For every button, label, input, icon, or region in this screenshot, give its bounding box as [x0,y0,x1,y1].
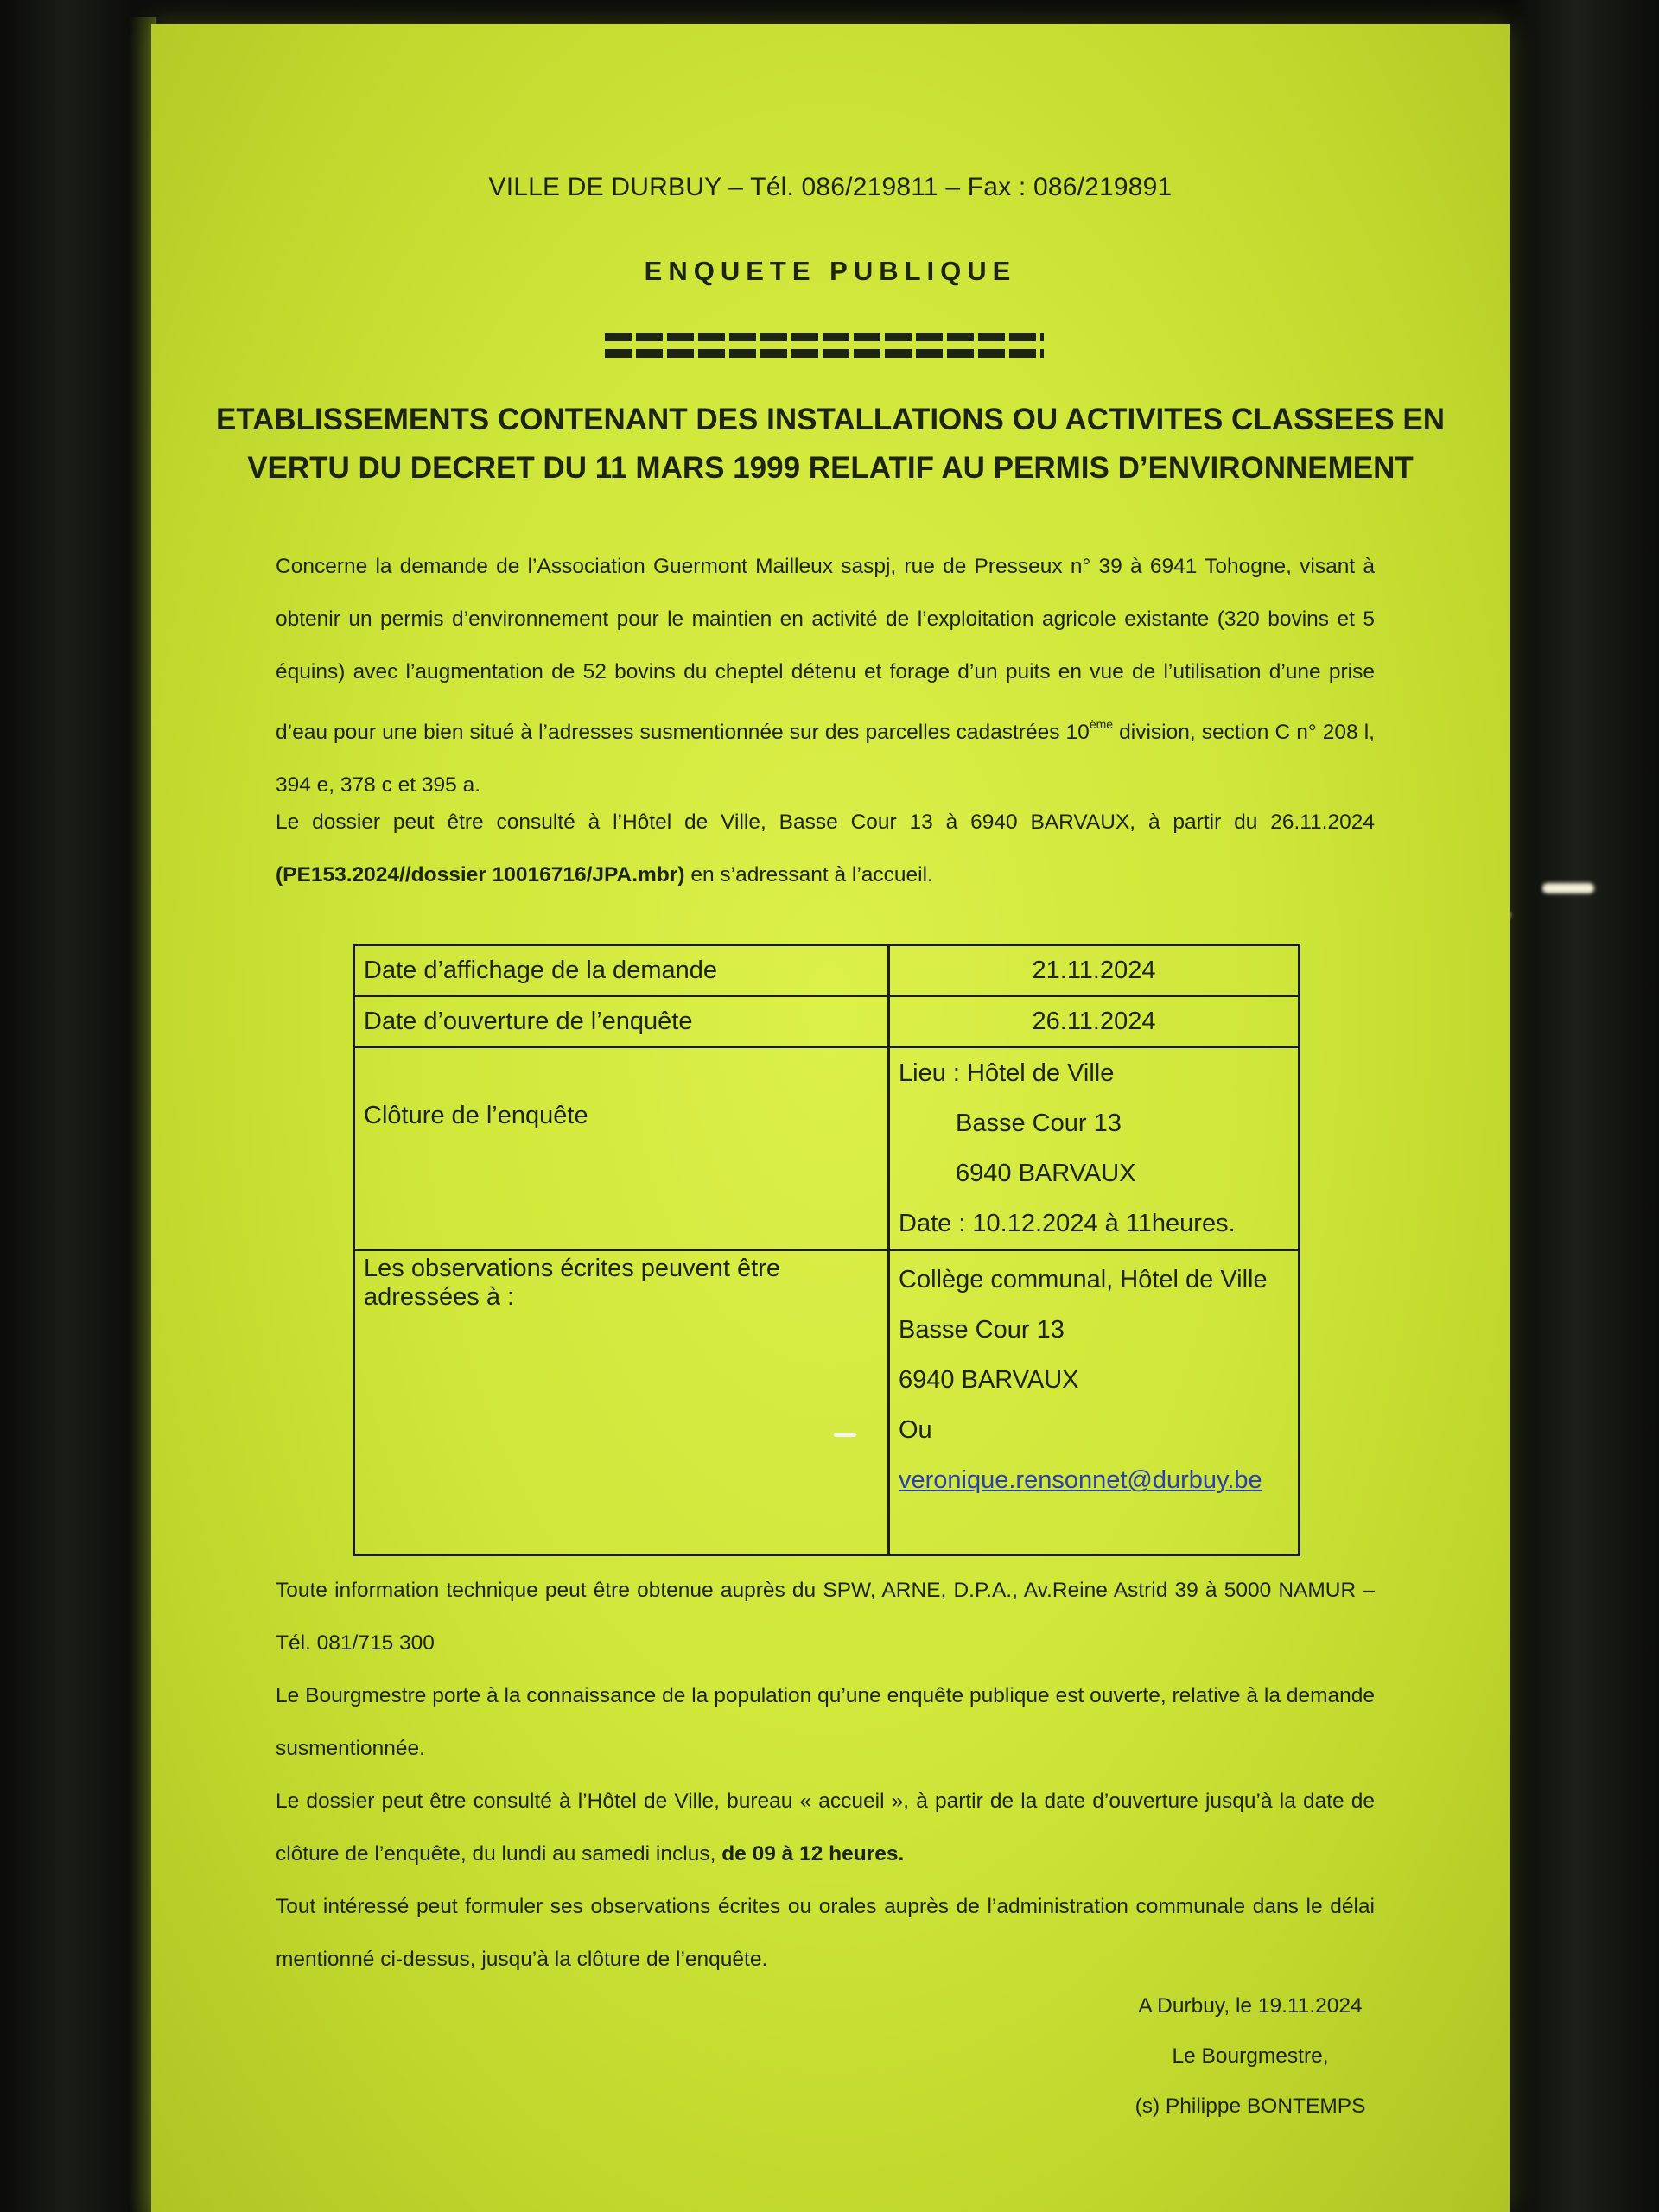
table-label-cell: Date d’affichage de la demande [354,945,889,996]
table-label-cell: Date d’ouverture de l’enquête [354,996,889,1047]
closure-address-street: Basse Cour 13 [956,1109,1122,1137]
observations-label-cell [354,1250,889,1555]
double-line-separator [605,329,1044,364]
closure-label-cell [354,1047,889,1250]
table-value-cell: 26.11.2024 [889,996,1300,1047]
signature-role: Le Bourgmestre, [1172,2044,1329,2068]
observations-city: 6940 BARVAUX [899,1366,1079,1394]
notice-type-heading: ENQUETE PUBLIQUE [644,256,1017,286]
dossier-consultation-paragraph [276,796,1375,901]
closure-details-cell [889,1047,1300,1250]
signature-block [1077,1981,1423,2132]
contact-email-link[interactable]: veronique.rensonnet@durbuy.be [899,1466,1262,1494]
table-value-cell: 21.11.2024 [889,945,1300,996]
observations-street: Basse Cour 13 [899,1316,1065,1344]
request-description-paragraph [276,540,1375,811]
table-row-observations [354,1250,1300,1555]
closure-label: Clôture de l’enquête [364,1102,588,1129]
request-description-text: Concerne la demande de l’Association Guermont Mailleux saspj, rue de Presseux n° 39 à 6941 Tohogne, visant à obtenir un permis d’environnement pour le maintien en activité de l’exploitation agricole existante (320 bovins et 5 équins) avec l’augmentation de 52 bovins du cheptel détenu et forage d’un puits en vue de l’utilisation d’une prise d’eau pour une bien situé à l’adresses susmentionnée sur des parcelles cadastrées 10 [276,555,1375,744]
light-reflection [1542,883,1594,893]
signature-name: (s) Philippe BONTEMPS [1135,2094,1366,2118]
consultation-hours-paragraph [276,1775,1375,1880]
observations-label: Les observations écrites peuvent être adressées à : [364,1255,780,1311]
technical-info-text: Toute information technique peut être obtenue auprès du SPW, ARNE, D.P.A., Av.Reine Astrid 39 à 5000 NAMUR – Tél. 081/715 300 [276,1579,1375,1655]
dossier-reference: (PE153.2024//dossier 10016716/JPA.mbr) [276,863,685,887]
notice-main-title [203,396,1458,493]
dossier-consultation-text: Le dossier peut être consulté à l’Hôtel de Ville, Basse Cour 13 à 6940 BARVAUX, à partir du 26.11.2024 [276,810,1375,834]
observations-or: Ou [899,1416,932,1444]
observations-address-cell [889,1250,1300,1555]
dossier-consultation-text-end: en s’adressant à l’accueil. [684,863,933,887]
signature-place-date: A Durbuy, le 19.11.2024 [1138,1994,1363,2018]
light-glint [834,1433,856,1437]
observations-instruction-text: Tout intéressé peut formuler ses observations écrites ou orales auprès de l’administration communale dans le délai mentionné ci-dessus, jusqu’à la clôture de l’enquête. [276,1895,1375,1971]
request-description-text-end: division, section C n° 208 l, 394 e, 378 c et 395 a. [276,721,1375,797]
consultation-text: Le dossier peut être consulté à l’Hôtel de Ville, bureau « accueil », à partir de la date d’ouverture jusqu’à la date de clôture de l’enquête, du lundi au samedi inclus, [276,1789,1375,1866]
town-contact-line: VILLE DE DURBUY – Tél. 086/219811 – Fax : 086/219891 [488,173,1173,201]
closure-date: Date : 10.12.2024 à 11heures. [899,1210,1236,1237]
division-superscript: ème [1089,717,1114,731]
consultation-hours: de 09 à 12 heures. [721,1842,905,1866]
public-notice-sheet [151,24,1510,2212]
closing-paragraphs [276,1564,1375,1986]
closure-address-city: 6940 BARVAUX [956,1160,1136,1187]
table-row [354,996,1300,1047]
closure-place: Lieu : Hôtel de Ville [899,1059,1115,1087]
table-row-closure [354,1047,1300,1250]
observations-recipient: Collège communal, Hôtel de Ville [899,1266,1268,1294]
title-line-2: VERTU DU DECRET DU 11 MARS 1999 RELATIF AU PERMIS D’ENVIRONNEMENT [247,451,1414,485]
mayor-announcement-text: Le Bourgmestre porte à la connaissance de la population qu’une enquête publique est ouverte, relative à la demande susmentionnée. [276,1684,1375,1760]
table-row [354,945,1300,996]
enquiry-dates-table [353,944,1300,1556]
title-line-1: ETABLISSEMENTS CONTENANT DES INSTALLATIONS OU ACTIVITES CLASSEES EN [215,403,1446,436]
